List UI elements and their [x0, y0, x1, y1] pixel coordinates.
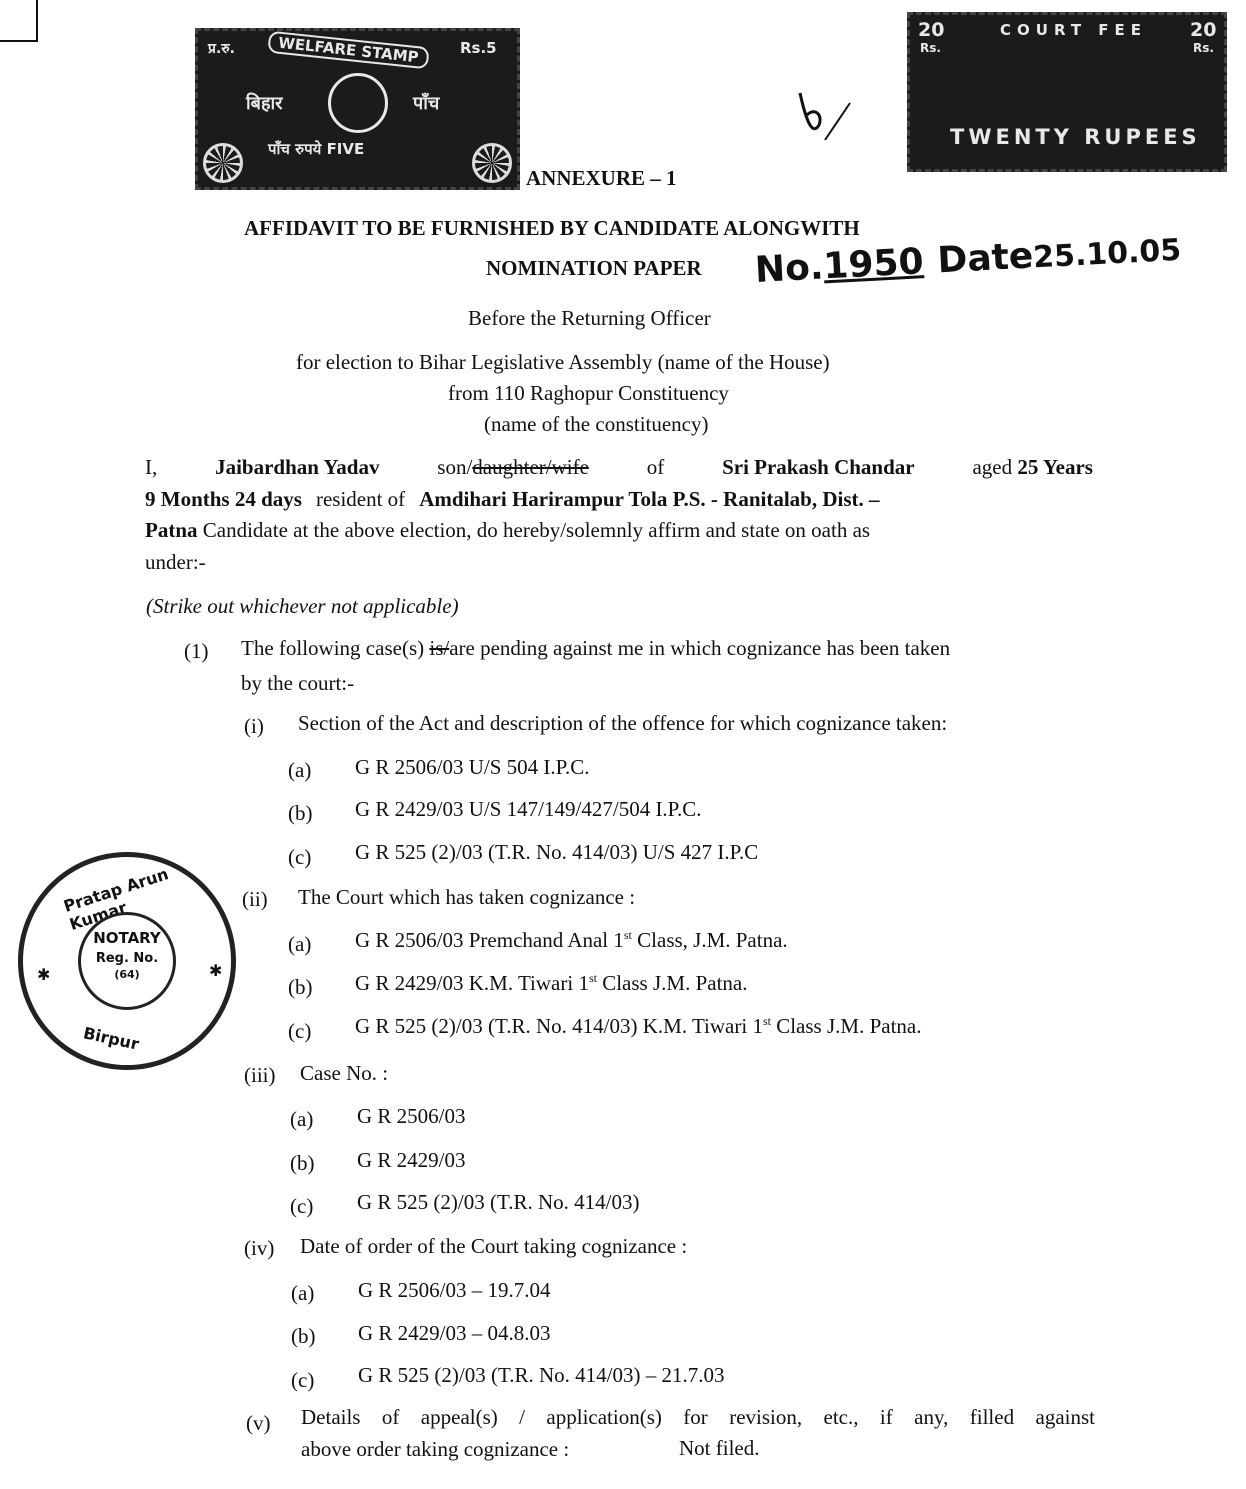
notary-seal: [18, 852, 236, 1070]
stamp-bottom: पाँच रुपये FIVE: [268, 140, 365, 158]
constituency-note: (name of the constituency): [484, 412, 709, 436]
stamp-top-right-sub: Rs.: [1193, 41, 1214, 55]
list-item: G R 2429/03 K.M. Tiwari 1st Class J.M. Patna.: [355, 971, 748, 995]
stamp-middle-left: बिहार: [246, 93, 283, 114]
affidavit-subtitle: NOMINATION PAPER: [486, 256, 702, 280]
item-1-number: (1): [184, 639, 209, 663]
list-item: G R 525 (2)/03 (T.R. No. 414/03): [357, 1190, 640, 1214]
list-item-label: (b): [290, 1151, 315, 1175]
list-item: G R 525 (2)/03 (T.R. No. 414/03) – 21.7.03: [358, 1363, 725, 1387]
star-icon: ✱: [209, 961, 223, 980]
list-item: G R 2506/03 Premchand Anal 1st Class, J.M. Patna.: [355, 928, 788, 952]
list-item-label: (a): [291, 1281, 315, 1305]
section-iv-heading: Date of order of the Court taking cognizance :: [300, 1234, 688, 1258]
stamp-top-left: प्र.रु.: [208, 41, 235, 57]
intro-line-4: under:-: [145, 550, 206, 574]
constituency-line: from 110 Raghopur Constituency: [448, 381, 729, 405]
section-iv-number: (iv): [244, 1236, 275, 1260]
annexure-heading: ANNEXURE – 1: [526, 166, 677, 190]
item-1-line-1: The following case(s) is/are pending against me in which cognizance has been taken: [241, 636, 951, 660]
corner-mark: [0, 0, 38, 42]
list-item-label: (b): [288, 801, 313, 825]
stamp-top-right: 20: [1190, 19, 1217, 41]
list-item-label: (b): [291, 1324, 316, 1348]
list-item: G R 2506/03: [357, 1104, 466, 1128]
welfare-stamp: [195, 28, 520, 190]
section-iii-heading: Case No. :: [300, 1061, 389, 1085]
list-item: G R 2506/03 U/S 504 I.P.C.: [355, 755, 590, 779]
section-ii-number: (ii): [242, 887, 268, 911]
wheel-icon: [472, 143, 512, 183]
returning-officer-line: Before the Returning Officer: [468, 306, 711, 330]
list-item-label: (c): [291, 1368, 315, 1392]
strike-note: (Strike out whichever not applicable): [146, 594, 459, 618]
election-line: for election to Bihar Legislative Assembly (name of the House): [296, 350, 830, 374]
list-item: G R 525 (2)/03 (T.R. No. 414/03) K.M. Tiwari 1st Class J.M. Patna.: [355, 1014, 922, 1038]
section-ii-heading: The Court which has taken cognizance :: [298, 885, 636, 909]
section-v-line-1: Details of appeal(s) / application(s) for revision, etc., if any, filled against: [301, 1405, 1095, 1429]
seal-top-text: Pratap Arun Kumar: [61, 864, 171, 935]
stamp-banner: COURT FEE: [1000, 21, 1148, 39]
list-item: G R 525 (2)/03 (T.R. No. 414/03) U/S 427 I.P.C: [355, 840, 759, 864]
section-v-line-2: above order taking cognizance :: [301, 1437, 570, 1461]
intro-line-3: Patna Candidate at the above election, do hereby/solemnly affirm and state on oath as: [145, 518, 871, 542]
stamp-bottom: TWENTY RUPEES: [950, 125, 1201, 149]
seal-center: NOTARY Reg. No. (64): [78, 912, 176, 1010]
star-icon: ✱: [37, 965, 51, 984]
list-item: G R 2429/03: [357, 1148, 466, 1172]
emblem-icon: [328, 73, 388, 133]
list-item-label: (a): [288, 758, 312, 782]
stamp-middle-right: पाँच: [413, 93, 440, 114]
list-item-label: (a): [288, 932, 312, 956]
stamped-number: No.1950 Date25.10.05: [753, 232, 1183, 291]
list-item-label: (c): [288, 845, 312, 869]
stamp-top-left: 20: [918, 19, 945, 41]
affidavit-title: AFFIDAVIT TO BE FURNISHED BY CANDIDATE ALONGWITH: [244, 216, 860, 240]
section-v-number: (v): [246, 1411, 271, 1435]
section-i-number: (i): [244, 714, 264, 738]
section-iii-number: (iii): [244, 1063, 276, 1087]
list-item-label: (c): [290, 1194, 314, 1218]
section-v-value: Not filed.: [679, 1436, 760, 1460]
list-item: G R 2429/03 U/S 147/149/427/504 I.P.C.: [355, 797, 702, 821]
list-item-label: (c): [288, 1019, 312, 1043]
tick-mark-icon: [795, 85, 855, 155]
intro-line-1: I, Jaibardhan Yadav son/daughter/wife of Sri Prakash Chandar aged 25 Years: [145, 455, 1093, 479]
stamp-banner: WELFARE STAMP: [267, 31, 429, 70]
stamp-value: Rs.5: [460, 39, 497, 57]
court-fee-stamp: [907, 12, 1227, 172]
stamp-top-sub: Rs.: [920, 41, 941, 55]
list-item: G R 2506/03 – 19.7.04: [358, 1278, 551, 1302]
list-item-label: (a): [290, 1107, 314, 1131]
list-item: G R 2429/03 – 04.8.03: [358, 1321, 551, 1345]
seal-bottom-text: Birpur: [81, 1023, 141, 1054]
item-1-line-2: by the court:-: [241, 671, 355, 695]
section-i-heading: Section of the Act and description of the offence for which cognizance taken:: [298, 711, 948, 735]
list-item-label: (b): [288, 975, 313, 999]
intro-line-2: 9 Months 24 days resident of Amdihari Harirampur Tola P.S. - Ranitalab, Dist. –: [145, 487, 880, 511]
wheel-icon: [203, 143, 243, 183]
